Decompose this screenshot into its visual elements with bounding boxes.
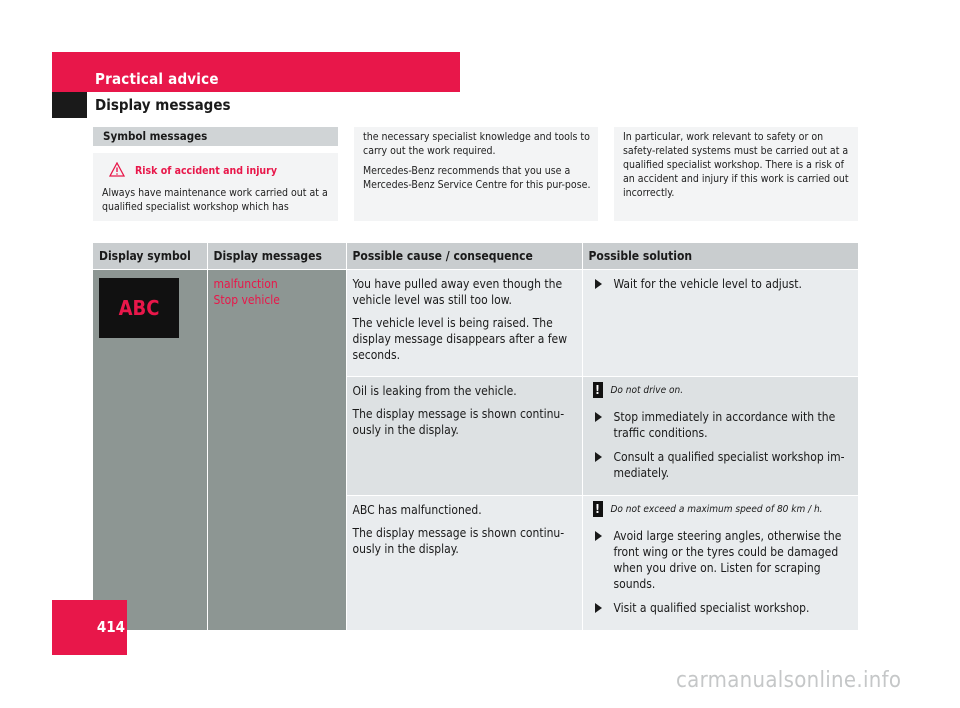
notice-text: Do not exceed a maximum speed of 80 km / h. (610, 504, 823, 515)
warning-text-continued: the necessary specialist knowledge and tools to carry out the work required. (363, 131, 590, 157)
table-row (93, 270, 858, 377)
bullet-arrow-icon (595, 452, 602, 462)
warning-panel-continued (354, 127, 598, 221)
consequence-text: The vehicle level is being raised. The display message disappears after a few seconds. (352, 316, 568, 362)
solution-step-text: Stop immediately in accordance with the traffic conditions. (613, 410, 836, 440)
service-centre-text: Mercedes-Benz recommends that you use a Mercedes-Benz Service Centre for this pur-pose. (363, 165, 591, 191)
cause-cell (346, 496, 582, 631)
exclamation-icon: ! (593, 501, 603, 517)
header-possible-cause: Possible cause / consequence (346, 243, 582, 270)
abc-symbol-text: ABC (118, 296, 160, 320)
solution-cell (582, 377, 858, 496)
solution-step (589, 600, 852, 616)
bullet-arrow-icon (595, 279, 602, 289)
notice-text: Do not drive on. (610, 385, 684, 396)
symbol-messages-heading-text: Symbol messages (103, 129, 208, 143)
symbol-messages-heading (93, 127, 338, 146)
solution-step (589, 409, 852, 441)
warning-text: Always have maintenance work carried out at a qualified specialist workshop which has (102, 187, 328, 213)
solution-step-text: Visit a qualified specialist workshop. (613, 601, 810, 615)
solution-step (589, 276, 852, 292)
notice (589, 502, 852, 518)
solution-cell (582, 270, 858, 377)
consequence-text: The display message is shown continu-ously in the display. (352, 407, 565, 437)
solution-step (589, 528, 852, 592)
header-display-symbol: Display symbol (93, 243, 207, 270)
safety-panel (614, 127, 858, 221)
bullet-arrow-icon (595, 603, 602, 613)
table-header-row (93, 243, 858, 270)
warning-header (109, 162, 329, 178)
page-number-box (52, 600, 127, 655)
warning-triangle-icon (109, 162, 125, 177)
warning-panel (93, 153, 338, 221)
header-marker (52, 92, 87, 118)
cause-text: Oil is leaking from the vehicle. (352, 384, 517, 398)
message-stop-vehicle: Stop vehicle (213, 293, 280, 307)
header-possible-solution: Possible solution (582, 243, 858, 270)
cause-cell (346, 270, 582, 377)
solution-step-text: Consult a qualified specialist workshop im-mediately. (613, 450, 845, 480)
display-messages-table (93, 243, 859, 630)
cause-text: ABC has malfunctioned. (352, 503, 482, 517)
cause-text: You have pulled away even though the vehicle level was still too low. (352, 277, 563, 307)
section-title: Practical advice (95, 70, 219, 88)
display-symbol-cell (93, 270, 207, 631)
solution-step-text: Wait for the vehicle level to adjust. (613, 277, 802, 291)
notice (589, 383, 852, 399)
warning-title: Risk of accident and injury (135, 165, 277, 177)
message-malfunction: malfunction (213, 277, 278, 291)
consequence-text: The display message is shown continu-ously in the display. (352, 526, 565, 556)
solution-step (589, 449, 852, 481)
exclamation-icon: ! (593, 382, 603, 398)
page-number: 414 (96, 618, 125, 636)
bullet-arrow-icon (595, 412, 602, 422)
abc-symbol-icon (99, 278, 179, 338)
solution-cell (582, 496, 858, 631)
solution-step-text: Avoid large steering angles, otherwise the front wing or the tyres could be damaged when you drive on. Listen for scraping sounds. (613, 529, 842, 591)
page-title: Display messages (95, 96, 231, 114)
display-message-cell (207, 270, 346, 631)
watermark: carmanualsonline.info (676, 668, 902, 693)
safety-text: In particular, work relevant to safety or on safety-related systems must be carried out at a qualified specialist workshop. There is a risk of an accident and injury if this work is carried out incorrectly. (623, 131, 849, 199)
bullet-arrow-icon (595, 531, 602, 541)
header-display-messages: Display messages (207, 243, 346, 270)
cause-cell (346, 377, 582, 496)
